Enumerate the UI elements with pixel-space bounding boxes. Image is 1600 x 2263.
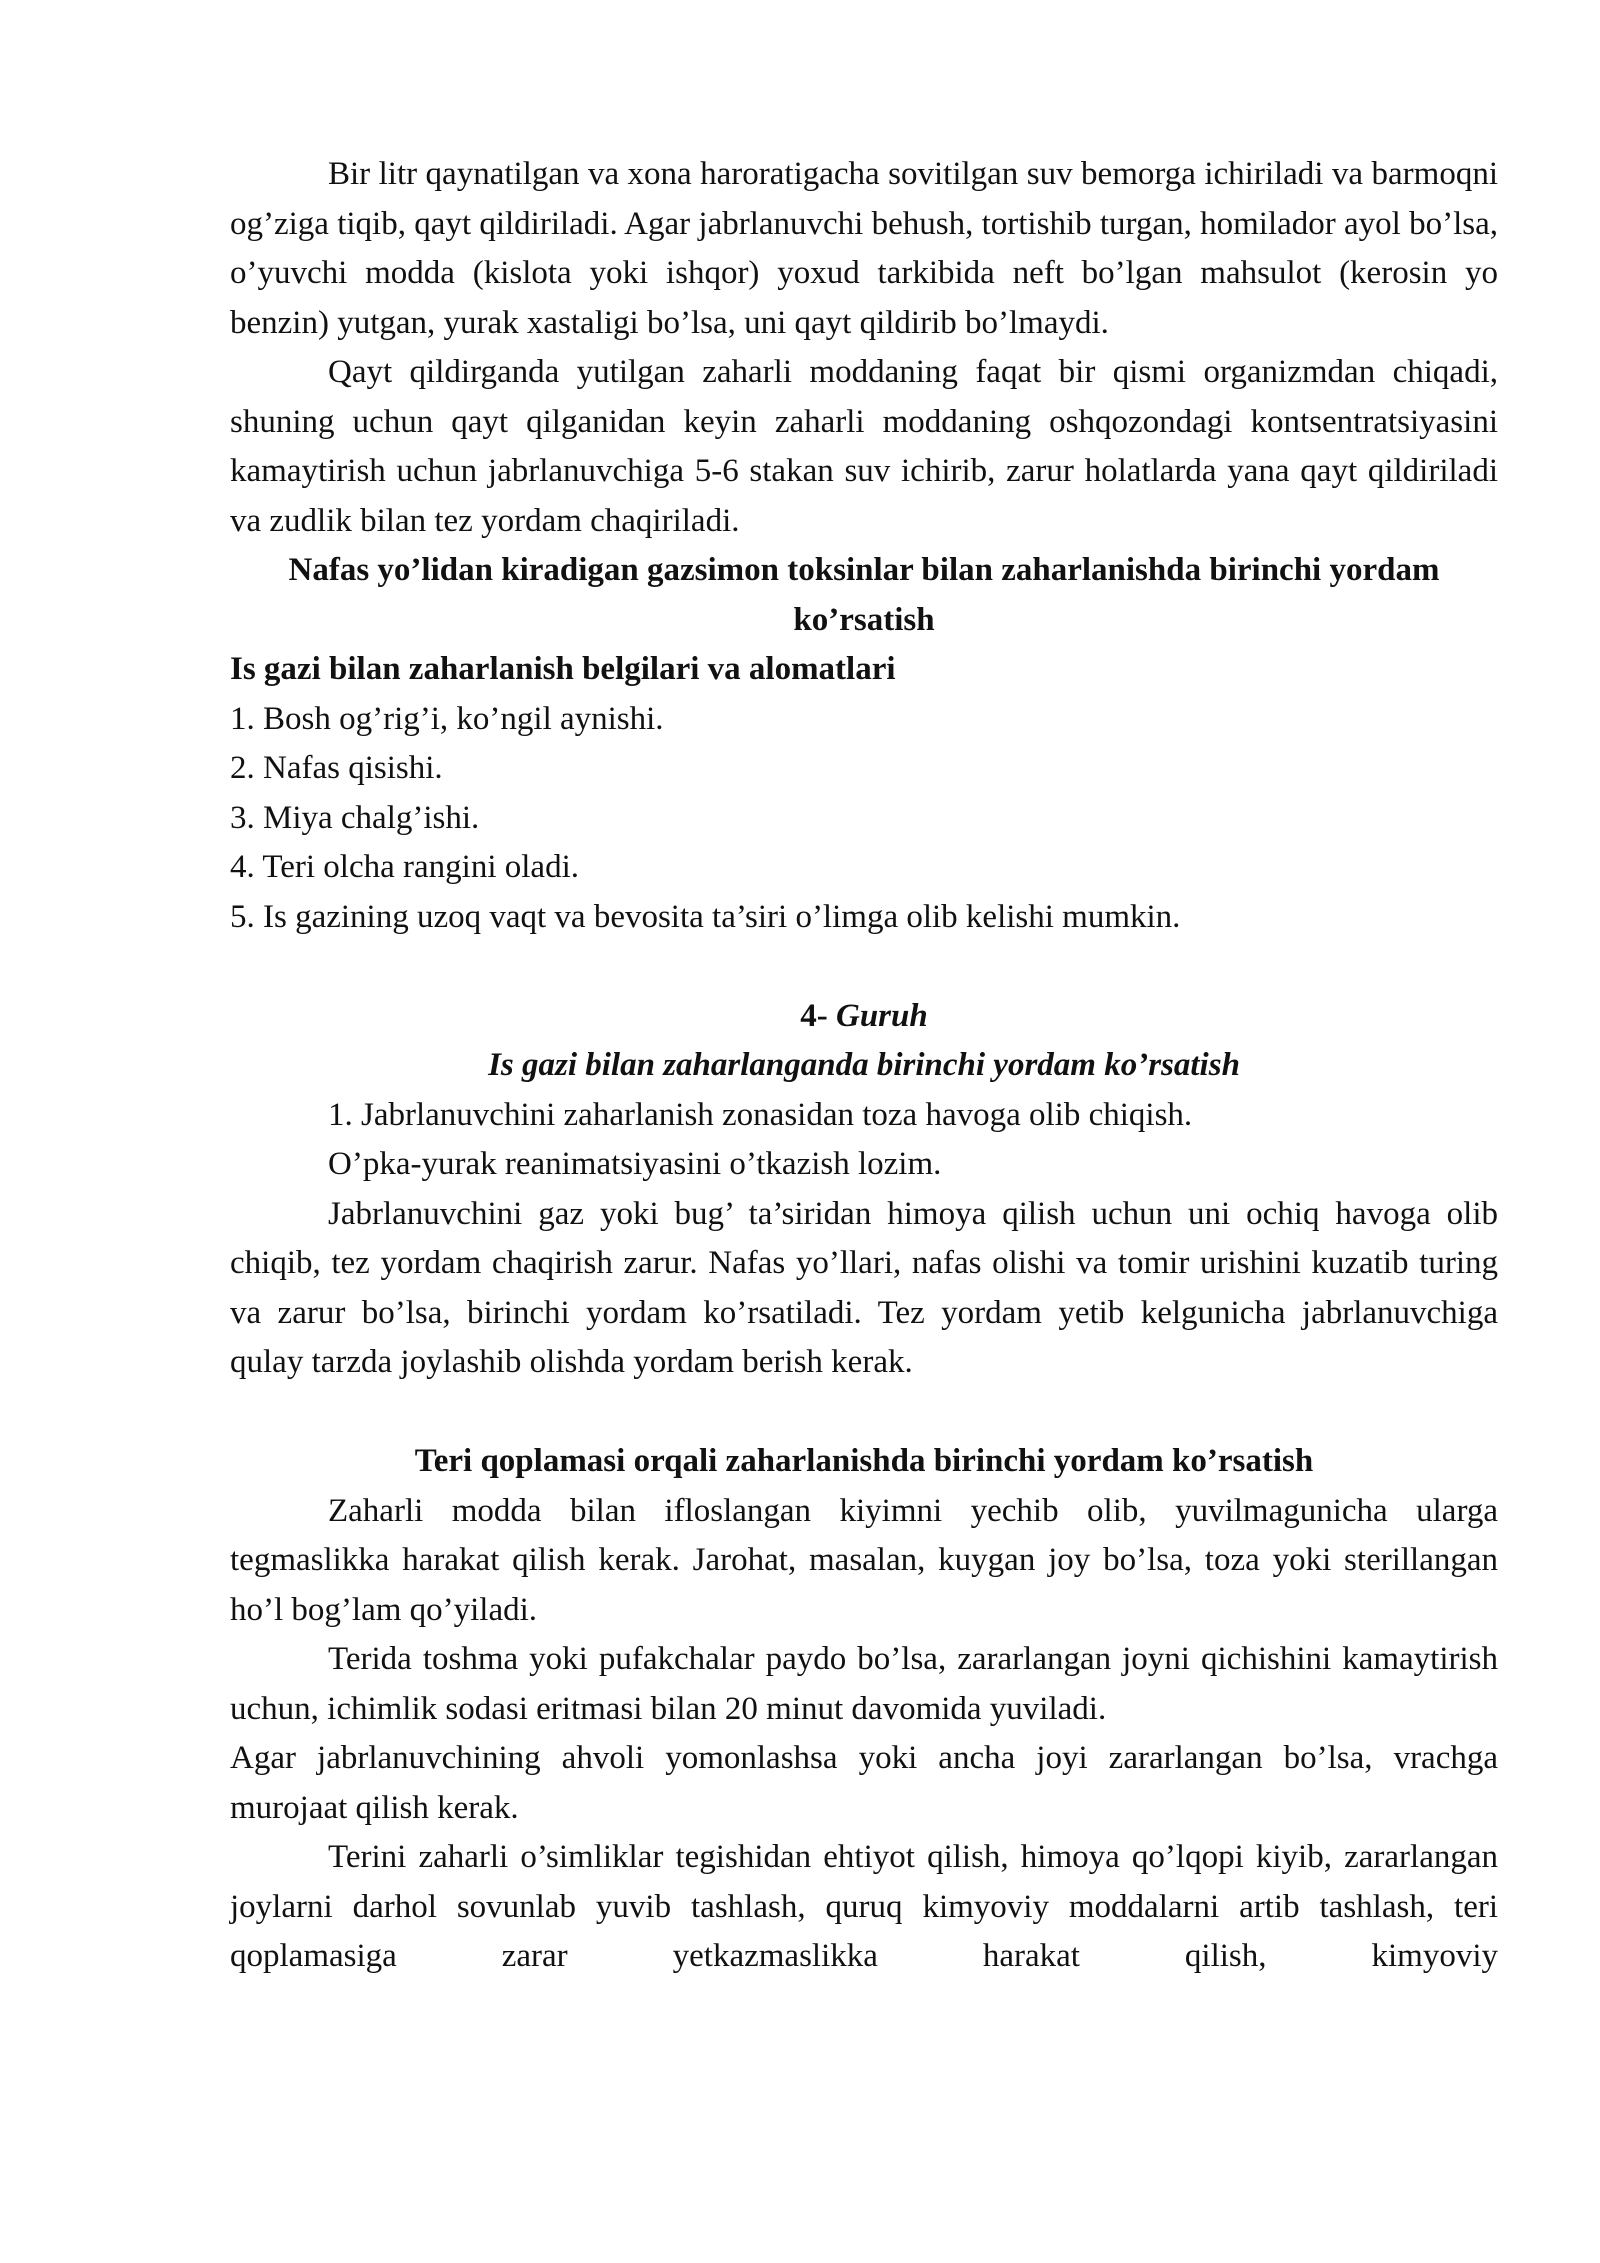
first-aid-step-1: 1. Jabrlanuvchini zaharlanish zonasidan toza havoga olib chiqish.	[328, 1096, 1193, 1133]
paragraph-fresh-air: Jabrlanuvchini gaz yoki bug’ ta’siridan himoya qilish uchun uni ochiq havoga olib chiqib, tez yordam chaqirish zarur. Nafas yo’llari, nafas olishi va tomir urishini kuzatib turing va zarur bo’lsa, birinchi yordam ko’rsatiladi. Tez yordam yetib kelgunicha jabrlanuvchiga qulay tarzda joylashib olishda yordam berish kerak.	[230, 1195, 1498, 1380]
group-label	[230, 992, 1498, 1042]
paragraph-skin-protection: Terini zaharli o’simliklar tegishidan ehtiyot qilish, himoya qo’lqopi kiyib, zararlangan joylarni darhol sovunlab yuvib tashlash, quruq kimyoviy moddalarni artib tashlash, teri qoplamasiga zarar yetkazmaslikka harakat qilish, kimyoviy	[230, 1839, 1498, 1974]
list-item-symptom-4: 4. Teri olcha rangini oladi.	[230, 849, 579, 885]
section-heading-co-first-aid: Is gazi bilan zaharlanganda birinchi yordam ko’rsatish	[488, 1047, 1240, 1083]
group-number: 4-	[800, 997, 828, 1034]
first-aid-step-cpr: O’pka-yurak reanimatsiyasini o’tkazish lozim.	[328, 1146, 942, 1182]
section-heading-inhaled-toxins: Nafas yo’lidan kiradigan gazsimon toksinlar bilan zaharlanishda birinchi yordam ko’rsatish	[288, 552, 1440, 638]
paragraph-vomiting-partial: Qayt qildirganda yutilgan zaharli moddaning faqat bir qismi organizmdan chiqadi, shuning uchun qayt qilganidan keyin zaharli moddaning oshqozondagi kontsentratsiyasini kamaytirish uchun jabrlanuvchiga 5-6 stakan suv ichirib, zarur holatlarda yana qayt qildiriladi va zudlik bilan tez yordam chaqiriladi.	[230, 354, 1498, 539]
list-item-symptom-3: 3. Miya chalg’ishi.	[230, 799, 480, 836]
paragraph-remove-clothing: Zaharli modda bilan ifloslangan kiyimni yechib olib, yuvilmagunicha ularga tegmaslikka harakat qilish kerak. Jarohat, masalan, kuygan joy bo’lsa, toza yoki sterillangan ho’l bog’lam qo’yiladi.	[230, 1492, 1498, 1628]
spacer	[230, 1388, 1498, 1438]
list-item-symptom-5: 5. Is gazining uzoq vaqt va bevosita ta’siri o’limga olib kelishi mumkin.	[230, 898, 1181, 935]
list-item-symptom-2: 2. Nafas qisishi.	[230, 750, 443, 786]
paragraph-see-doctor: Agar jabrlanuvchining ahvoli yomonlashsa yoki ancha joyi zararlangan bo’lsa, vrachga murojaat qilish kerak.	[230, 1740, 1498, 1826]
paragraph-rash-treatment: Terida toshma yoki pufakchalar paydo bo’lsa, zararlangan joyni qichishini kamaytirish uchun, ichimlik sodasi eritmasi bilan 20 minut davomida yuviladi.	[230, 1641, 1498, 1727]
paragraph-vomiting-instructions: Bir litr qaynatilgan va xona haroratigacha sovitilgan suv bemorga ichiriladi va barmoqni og’ziga tiqib, qayt qildiriladi. Agar jabrlanuvchi behush, tortishib turgan, homilador ayol bo’lsa, o’yuvchi modda (kislota yoki ishqor) yoxud tarkibida neft bo’lgan mahsulot (kerosin yo benzin) yutgan, yurak xastaligi bo’lsa, uni qayt qildirib bo’lmaydi.	[230, 156, 1498, 341]
spacer	[230, 942, 1498, 992]
list-item-symptom-1: 1. Bosh og’rig’i, ko’ngil aynishi.	[230, 700, 664, 737]
group-word: Guruh	[836, 997, 928, 1034]
section-heading-skin-poisoning: Teri qoplamasi orqali zaharlanishda birinchi yordam ko’rsatish	[414, 1443, 1314, 1479]
document-page	[230, 150, 1498, 1982]
subheading-co-symptoms: Is gazi bilan zaharlanish belgilari va alomatlari	[230, 651, 896, 687]
